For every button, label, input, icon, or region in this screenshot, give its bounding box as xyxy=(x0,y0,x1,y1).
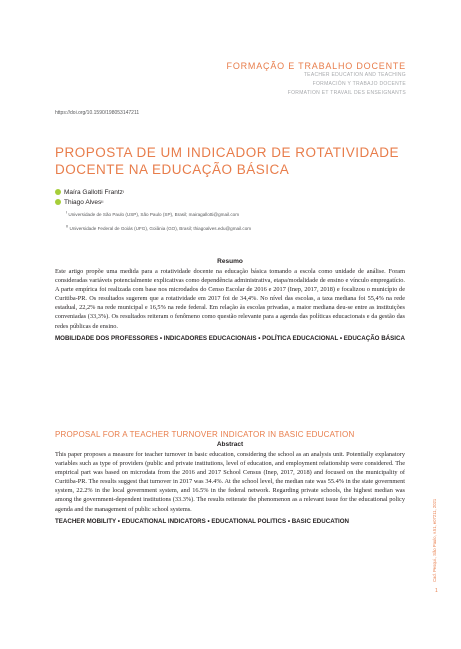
section-subtitle-en: TEACHER EDUCATION AND TEACHING xyxy=(303,72,406,78)
resumo-text: Este artigo propõe uma medida para a rotatividade docente na educação básica tomando a escola como unidade de análise. Foram consideradas variáveis potencialmente explicativas como dependência administrativa, etapa/modalidade de ensino e vínculo empregatício. A parte empírica foi realizada com base nos microdados do Censo Escolar de 2016 e 2017 (Inep, 2017, 2018) e focalizou o município de Curitiba-PR. Os resultados sugerem que a rotatividade em 2017 foi de 34,4%. No nível das escolas, a taxa mediana foi 55,4% na rede estadual, 22,2% na rede municipal e 16,5% na rede federal. Em relação às escolas privadas, a maior mediana deu-se entre as instituições conveniadas (33,3%). Os resultados reiteram o fenômeno como questão relevante para a agenda das políticas educacionais e da gestão das redes públicas de ensino. xyxy=(55,268,405,330)
abstract-keywords: TEACHER MOBILITY • EDUCATIONAL INDICATORS • EDUCATIONAL POLITICS • BASIC EDUCATION xyxy=(55,517,349,525)
orcid-icon[interactable] xyxy=(55,199,61,205)
author-list xyxy=(55,187,124,207)
english-title: PROPOSAL FOR A TEACHER TURNOVER INDICATOR IN BASIC EDUCATION xyxy=(55,430,355,439)
article-title: PROPOSTA DE UM INDICADOR DE ROTATIVIDADE DOCENTE NA EDUCAÇÃO BÁSICA xyxy=(55,145,400,177)
section-title: FORMAÇÃO E TRABALHO DOCENTE xyxy=(226,61,406,71)
author-name: Thiago Alves xyxy=(64,198,102,206)
resumo-keywords: MOBILIDADE DOS PROFESSORES • INDICADORES EDUCACIONAIS • POLÍTICA EDUCACIONAL • EDUCAÇÃO BÁSICA xyxy=(55,334,405,342)
affiliation-text: Universidade Federal de Goiás (UFG), Goiânia (GO), Brasil; thiagoalves.edu@gmail.com xyxy=(69,226,252,231)
affiliation-2 xyxy=(66,223,252,240)
journal-citation: Cad. Pesqui., São Paulo, v.51, e07211, 2021 xyxy=(432,498,437,582)
resumo-section xyxy=(55,258,405,344)
section-header xyxy=(227,61,406,98)
orcid-icon[interactable] xyxy=(55,189,61,195)
affiliation-text: Universidade de São Paulo (USP), São Paulo (SP), Brasil; mairagallotti@gmail.com xyxy=(68,212,240,217)
affiliation-list xyxy=(66,209,252,240)
abstract-section xyxy=(55,430,405,527)
affiliation-mark: I xyxy=(66,209,68,215)
doi-link[interactable]: https://doi.org/10.1590/198053147211 xyxy=(55,110,140,116)
abstract-heading: Abstract xyxy=(216,441,244,448)
resumo-heading: Resumo xyxy=(217,258,243,265)
author-1: Maíra Gallotti Frantz I xyxy=(55,187,124,197)
page-number: 1 xyxy=(435,588,438,594)
affiliation-mark: II xyxy=(66,223,69,229)
author-name: Maíra Gallotti Frantz xyxy=(64,188,123,196)
author-2: Thiago Alves II xyxy=(55,197,124,207)
abstract-text: This paper proposes a measure for teacher turnover in basic education, considering the school as an analysis unit. Potentially explanatory variables such as type of providers (public and private institutions, level of education, and employment relationship were considered. The empirical part was based on microdata from the 2016 and 2017 School Census (Inep, 2017, 2018) and focused on the municipality of Curitiba-PR. The results suggest that turnover in 2017 was 34.4%. At the school level, the median rate was 55.4% in the state government system, 22.2% in the local government system, and 16.5% in the federal network. Regarding private schools, the highest median was among the government-dependent institutions (33.3%). The results reiterate the phenomenon as a relevant issue for the educational policy agenda and the management of public school systems. xyxy=(55,451,405,513)
side-margin xyxy=(432,470,444,610)
section-subtitle-es: FORMACIÓN Y TRABAJO DOCENTE xyxy=(312,81,406,87)
section-subtitle-fr: FORMATION ET TRAVAIL DES ENSEIGNANTS xyxy=(287,90,406,96)
